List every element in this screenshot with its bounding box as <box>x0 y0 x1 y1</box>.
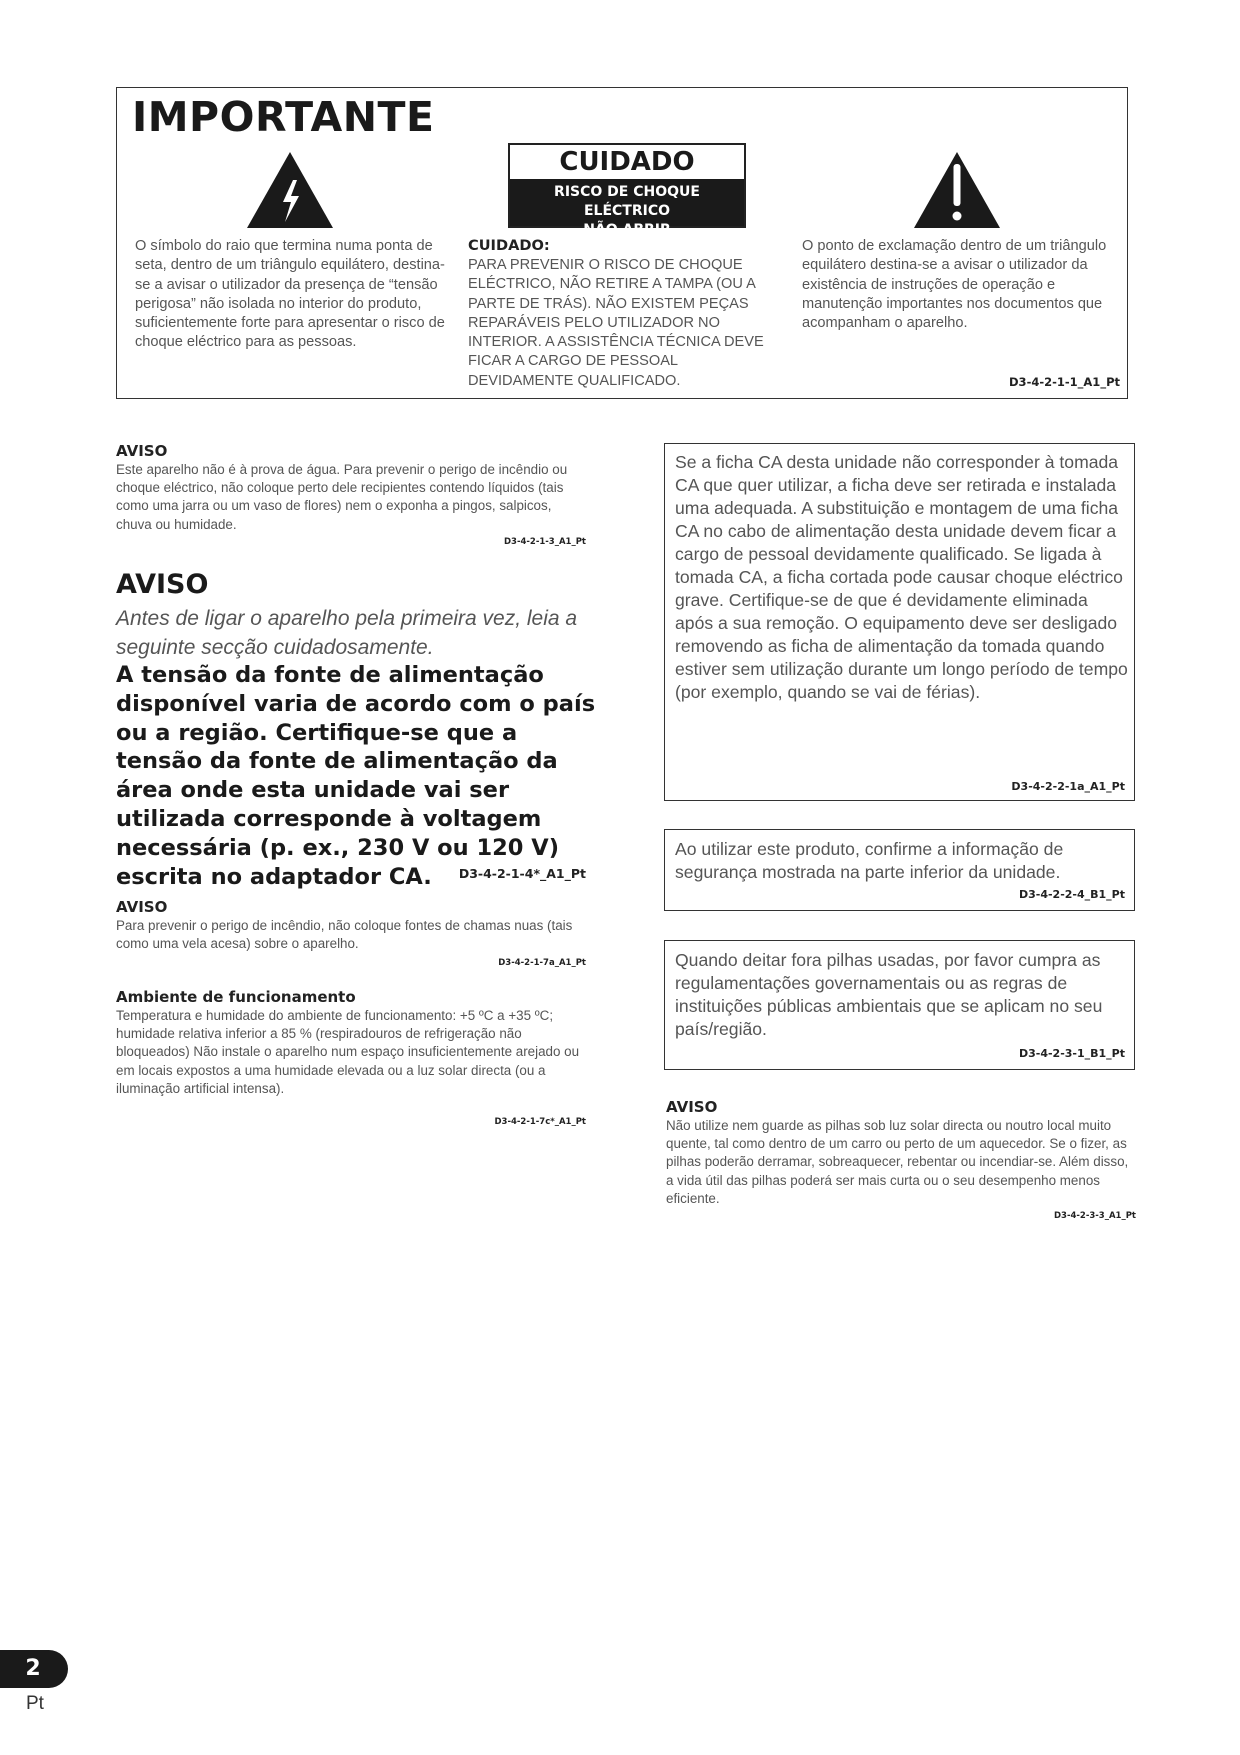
aviso-voltage-intro: Antes de ligar o aparelho pela primeira vez, leia a seguinte secção cuidadosamente. <box>116 607 578 659</box>
aviso-batteries-heading: AVISO <box>666 1098 718 1116</box>
safety-notice-text: Ao utilizar este produto, confirme a informação de segurança mostrada na parte inferior da unidade. <box>675 839 1064 882</box>
caution-title: CUIDADO <box>559 147 695 177</box>
ambiente-ref-code: D3-4-2-1-7c*_A1_Pt <box>494 1117 586 1127</box>
aviso-water-heading: AVISO <box>116 442 168 460</box>
safety-notice-ref-code: D3-4-2-2-4_B1_Pt <box>1018 888 1125 901</box>
battery-disposal-text: Quando deitar fora pilhas usadas, por favor cumpra as regulamentações governamentais ou as regras de instituições públicas ambientais que se aplicam no seu país/região. <box>675 950 1103 1039</box>
aviso-voltage-text: A tensão da fonte de alimentação disponível varia de acordo com o país ou a região. Certifique-se que a tensão da fonte de alimentação da área onde esta unidade vai ser utilizada corresponde à voltagem necessária (p. ex., 230 V ou 120 V) escrita no adaptador CA. <box>116 662 596 890</box>
caution-sub-line2: NÃO ABRIR <box>583 222 671 238</box>
aviso-fire-ref-code: D3-4-2-1-7a_A1_Pt <box>498 958 586 968</box>
aviso-voltage-heading: AVISO <box>116 569 209 600</box>
exclamation-symbol-description: O ponto de exclamação dentro de um triângulo equilátero destina-se a avisar o utilizador da existência de instruções de operação e manutenção importantes nos documentos que acompanham o aparelho. <box>802 238 1107 332</box>
aviso-water-text: Este aparelho não é à prova de água. Para prevenir o perigo de incêndio ou choque eléctrico, não coloque perto dele recipientes contendo líquidos (tais como uma jarra ou um vaso de flores) nem o exponha a pingos, salpicos, chuva ou humidade. <box>116 462 568 532</box>
lightning-warning-icon <box>245 150 335 230</box>
battery-disposal-ref-code: D3-4-2-3-1_B1_Pt <box>1018 1047 1125 1060</box>
aviso-water-ref-code: D3-4-2-1-3_A1_Pt <box>503 537 586 547</box>
aviso-fire-text: Para prevenir o perigo de incêndio, não coloque fontes de chamas nuas (tais como uma vela acesa) sobre o aparelho. <box>116 918 573 952</box>
plug-notice-ref-code: D3-4-2-2-1a_A1_Pt <box>1011 780 1125 793</box>
lightning-symbol-description: O símbolo do raio que termina numa ponta de seta, dentro de um triângulo equilátero, destina-se a avisar o utilizador da presença de “tensão perigosa” não isolada no interior do produto, suficientemente forte para apresentar o risco de choque eléctrico para as pessoas. <box>135 238 445 351</box>
ambiente-heading: Ambiente de funcionamento <box>116 988 356 1006</box>
important-title: IMPORTANTE <box>132 93 435 141</box>
page-number: 2 <box>0 1650 68 1688</box>
caution-subtitle <box>510 179 744 238</box>
caution-label <box>508 143 746 238</box>
caution-sub-line1: RISCO DE CHOQUE ELÉCTRICO <box>554 184 700 219</box>
exclamation-warning-icon <box>912 150 1002 230</box>
important-ref-code: D3-4-2-1-1_A1_Pt <box>1009 375 1120 389</box>
page-language: Pt <box>26 1693 44 1714</box>
caution-text: PARA PREVENIR O RISCO DE CHOQUE ELÉCTRICO, NÃO RETIRE A TAMPA (OU A PARTE DE TRÁS). NÃO EXISTEM PEÇAS REPARÁVEIS PELO UTILIZADOR NO INTERIOR. A ASSISTÊNCIA TÉCNICA DEVE FICAR A CARGO DE PESSOAL DEVIDAMENTE QUALIFICADO. <box>468 257 764 389</box>
aviso-voltage-ref-code: D3-4-2-1-4*_A1_Pt <box>458 866 586 881</box>
aviso-batteries-text: Não utilize nem guarde as pilhas sob luz solar directa ou noutro local muito quente, tal como dentro de um carro ou perto de um aquecedor. Se o fizer, as pilhas poderão derramar, sobreaquecer, rebentar ou incendiar-se. Além disso, a vida útil das pilhas poderá ser mais curta ou o seu desempenho menos eficiente. <box>666 1118 1129 1206</box>
caution-heading: CUIDADO: <box>468 237 550 254</box>
aviso-fire-heading: AVISO <box>116 898 168 916</box>
plug-notice-text: Se a ficha CA desta unidade não corresponder à tomada CA que quer utilizar, a ficha deve ser retirada e instalada uma adequada. A substituição e montagem de uma ficha CA no cabo de alimentação desta unidade devem ficar a cargo de pessoal devidamente qualificado. Se ligada à tomada CA, a ficha cortada pode causar choque eléctrico grave. Certifique-se de que é devidamente eliminada após a sua remoção. O equipamento deve ser desligado removendo as ficha de alimentação da tomada quando estiver sem utilização durante um longo período de tempo (por exemplo, quando se vai de férias). <box>675 452 1128 702</box>
aviso-batteries-ref-code: D3-4-2-3-3_A1_Pt <box>1053 1211 1136 1221</box>
ambiente-text: Temperatura e humidade do ambiente de funcionamento: +5 ºC a +35 ºC; humidade relativa inferior a 85 % (respiradouros de refrigeração não bloqueados) Não instale o aparelho num espaço insuficientemente arejado ou em locais expostos a uma humidade elevada ou a luz solar directa (ou a iluminação artificial intensa). <box>116 1008 580 1096</box>
